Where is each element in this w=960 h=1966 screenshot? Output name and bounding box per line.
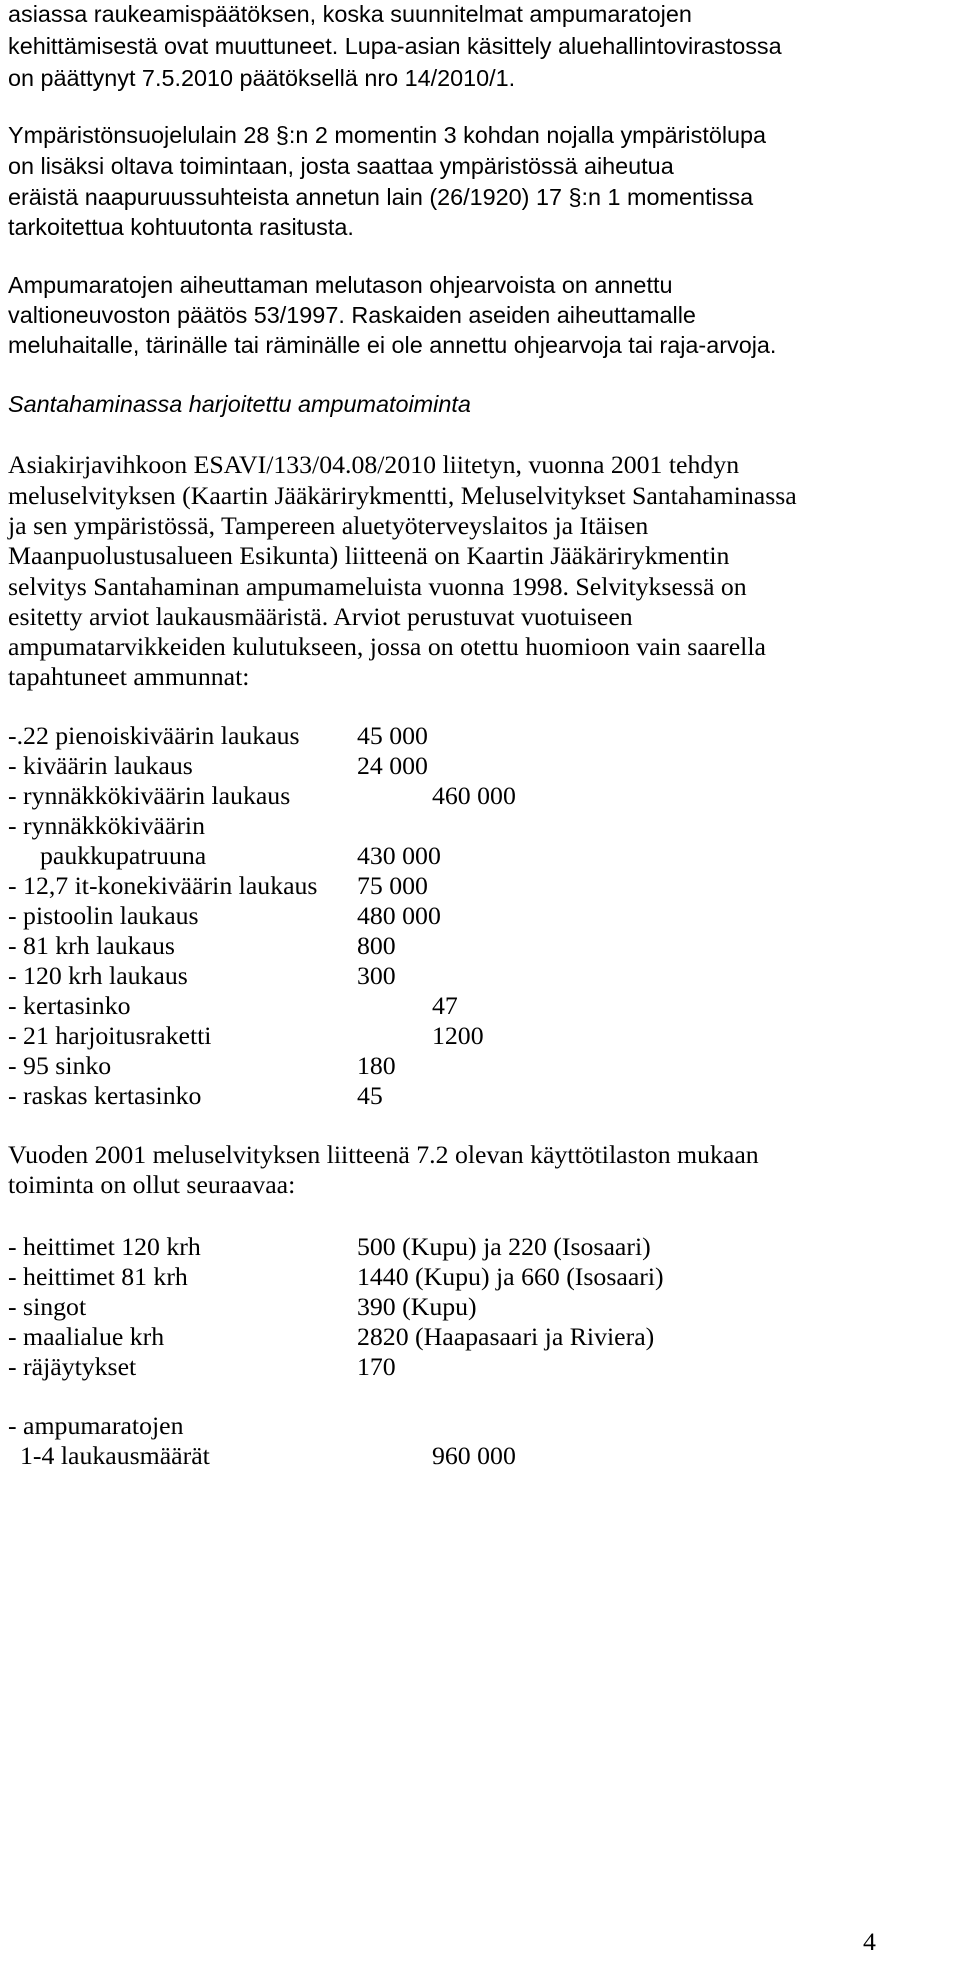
- survey-line: Asiakirjavihkoon ESAVI/133/04.08/2010 liitetyn, vuonna 2001 tehdyn: [8, 450, 740, 479]
- shot-table-value: 460 000: [432, 781, 516, 810]
- usage-table-value: 2820 (Haapasaari ja Riviera): [357, 1322, 655, 1351]
- shot-table-value: 300: [357, 961, 396, 990]
- shot-table-value: 45 000: [357, 721, 428, 750]
- usage-table-label: - maalialue krh: [8, 1322, 165, 1351]
- usage-table-value: 390 (Kupu): [357, 1292, 477, 1321]
- shot-table-label: - kiväärin laukaus: [8, 751, 193, 780]
- shot-table-label: -.22 pienoiskiväärin laukaus: [8, 721, 300, 750]
- shot-table-value: 75 000: [357, 871, 428, 900]
- usage-table-label: - singot: [8, 1292, 87, 1321]
- shot-table-label: - 81 krh laukaus: [8, 931, 175, 960]
- section-heading: Santahaminassa harjoitettu ampumatoiminta: [8, 391, 471, 417]
- shot-table-value: 180: [357, 1051, 396, 1080]
- usage-table-label: - heittimet 120 krh: [8, 1232, 201, 1261]
- usage-table-label: - räjäytykset: [8, 1352, 137, 1381]
- shot-table-value: 430 000: [357, 841, 441, 870]
- range-table-value: 960 000: [432, 1441, 516, 1470]
- environmental-law-line: tarkoitettua kohtuutonta rasitusta.: [8, 214, 354, 240]
- shot-table-label: - 120 krh laukaus: [8, 961, 188, 990]
- usage-table-value: 170: [357, 1352, 396, 1381]
- noise-guideline-line: Ampumaratojen aiheuttaman melutason ohjearvoista on annettu: [8, 272, 673, 298]
- shot-table-label: - rynnäkkökiväärin laukaus: [8, 781, 291, 810]
- usage-table-label: - heittimet 81 krh: [8, 1262, 188, 1291]
- intro-line: asiassa raukeamispäätöksen, koska suunnitelmat ampumaratojen: [8, 1, 692, 27]
- usage-table-value: 1440 (Kupu) ja 660 (Isosaari): [357, 1262, 664, 1291]
- range-table-label: - ampumaratojen: [8, 1411, 184, 1440]
- survey-line: esitetty arviot laukausmääristä. Arviot perustuvat vuotuiseen: [8, 602, 633, 631]
- usage-table-value: 500 (Kupu) ja 220 (Isosaari): [357, 1232, 651, 1261]
- survey-line: ampumatarvikkeiden kulutukseen, jossa on otettu huomioon vain saarella: [8, 632, 766, 661]
- survey-line: tapahtuneet ammunnat:: [8, 662, 250, 691]
- intro-line: kehittämisestä ovat muuttuneet. Lupa-asian käsittely aluehallintovirastossa: [8, 33, 782, 59]
- noise-guideline-line: meluhaitalle, tärinälle tai räminälle ei ole annettu ohjearvoja tai raja-arvoja.: [8, 332, 777, 358]
- environmental-law-line: Ympäristönsuojelulain 28 §:n 2 momentin 3 kohdan nojalla ympäristölupa: [8, 122, 767, 148]
- survey-line: ja sen ympäristössä, Tampereen aluetyöterveyslaitos ja Itäisen: [8, 511, 649, 540]
- intro-line: on päättynyt 7.5.2010 päätöksellä nro 14/2010/1.: [8, 65, 516, 91]
- survey-line: meluselvityksen (Kaartin Jääkärirykmentti, Meluselvitykset Santahaminassa: [8, 481, 797, 510]
- shot-table-label: - 12,7 it-konekiväärin laukaus: [8, 871, 318, 900]
- usage-stats-line: toiminta on ollut seuraavaa:: [8, 1170, 296, 1199]
- survey-line: selvitys Santahaminan ampumameluista vuonna 1998. Selvityksessä on: [8, 572, 747, 601]
- environmental-law-line: on lisäksi oltava toimintaan, josta saattaa ympäristössä aiheutua: [8, 153, 674, 179]
- shot-table-value: 24 000: [357, 751, 428, 780]
- page-number: 4: [863, 1927, 876, 1956]
- noise-guideline-line: valtioneuvoston päätös 53/1997. Raskaiden aseiden aiheuttamalle: [8, 302, 696, 328]
- shot-table-label: - 95 sinko: [8, 1051, 112, 1080]
- shot-table-value: 1200: [432, 1021, 484, 1050]
- shot-table-value: 47: [432, 991, 458, 1020]
- shot-table-label: - 21 harjoitusraketti: [8, 1021, 212, 1050]
- shot-table-label: - rynnäkkökiväärin: [8, 811, 205, 840]
- environmental-law-line: eräistä naapuruussuhteista annetun lain (26/1920) 17 §:n 1 momentissa: [8, 184, 754, 210]
- shot-table-label: - raskas kertasinko: [8, 1081, 202, 1110]
- shot-table-value: 480 000: [357, 901, 441, 930]
- survey-line: Maanpuolustusalueen Esikunta) liitteenä on Kaartin Jääkärirykmentin: [8, 541, 730, 570]
- range-table-label: 1-4 laukausmäärät: [20, 1441, 210, 1470]
- shot-table-label: - kertasinko: [8, 991, 131, 1020]
- shot-table-value: 800: [357, 931, 396, 960]
- shot-table-value: 45: [357, 1081, 383, 1110]
- usage-stats-line: Vuoden 2001 meluselvityksen liitteenä 7.2 olevan käyttötilaston mukaan: [8, 1140, 759, 1169]
- shot-table-label: - pistoolin laukaus: [8, 901, 199, 930]
- shot-table-label: paukkupatruuna: [40, 841, 207, 870]
